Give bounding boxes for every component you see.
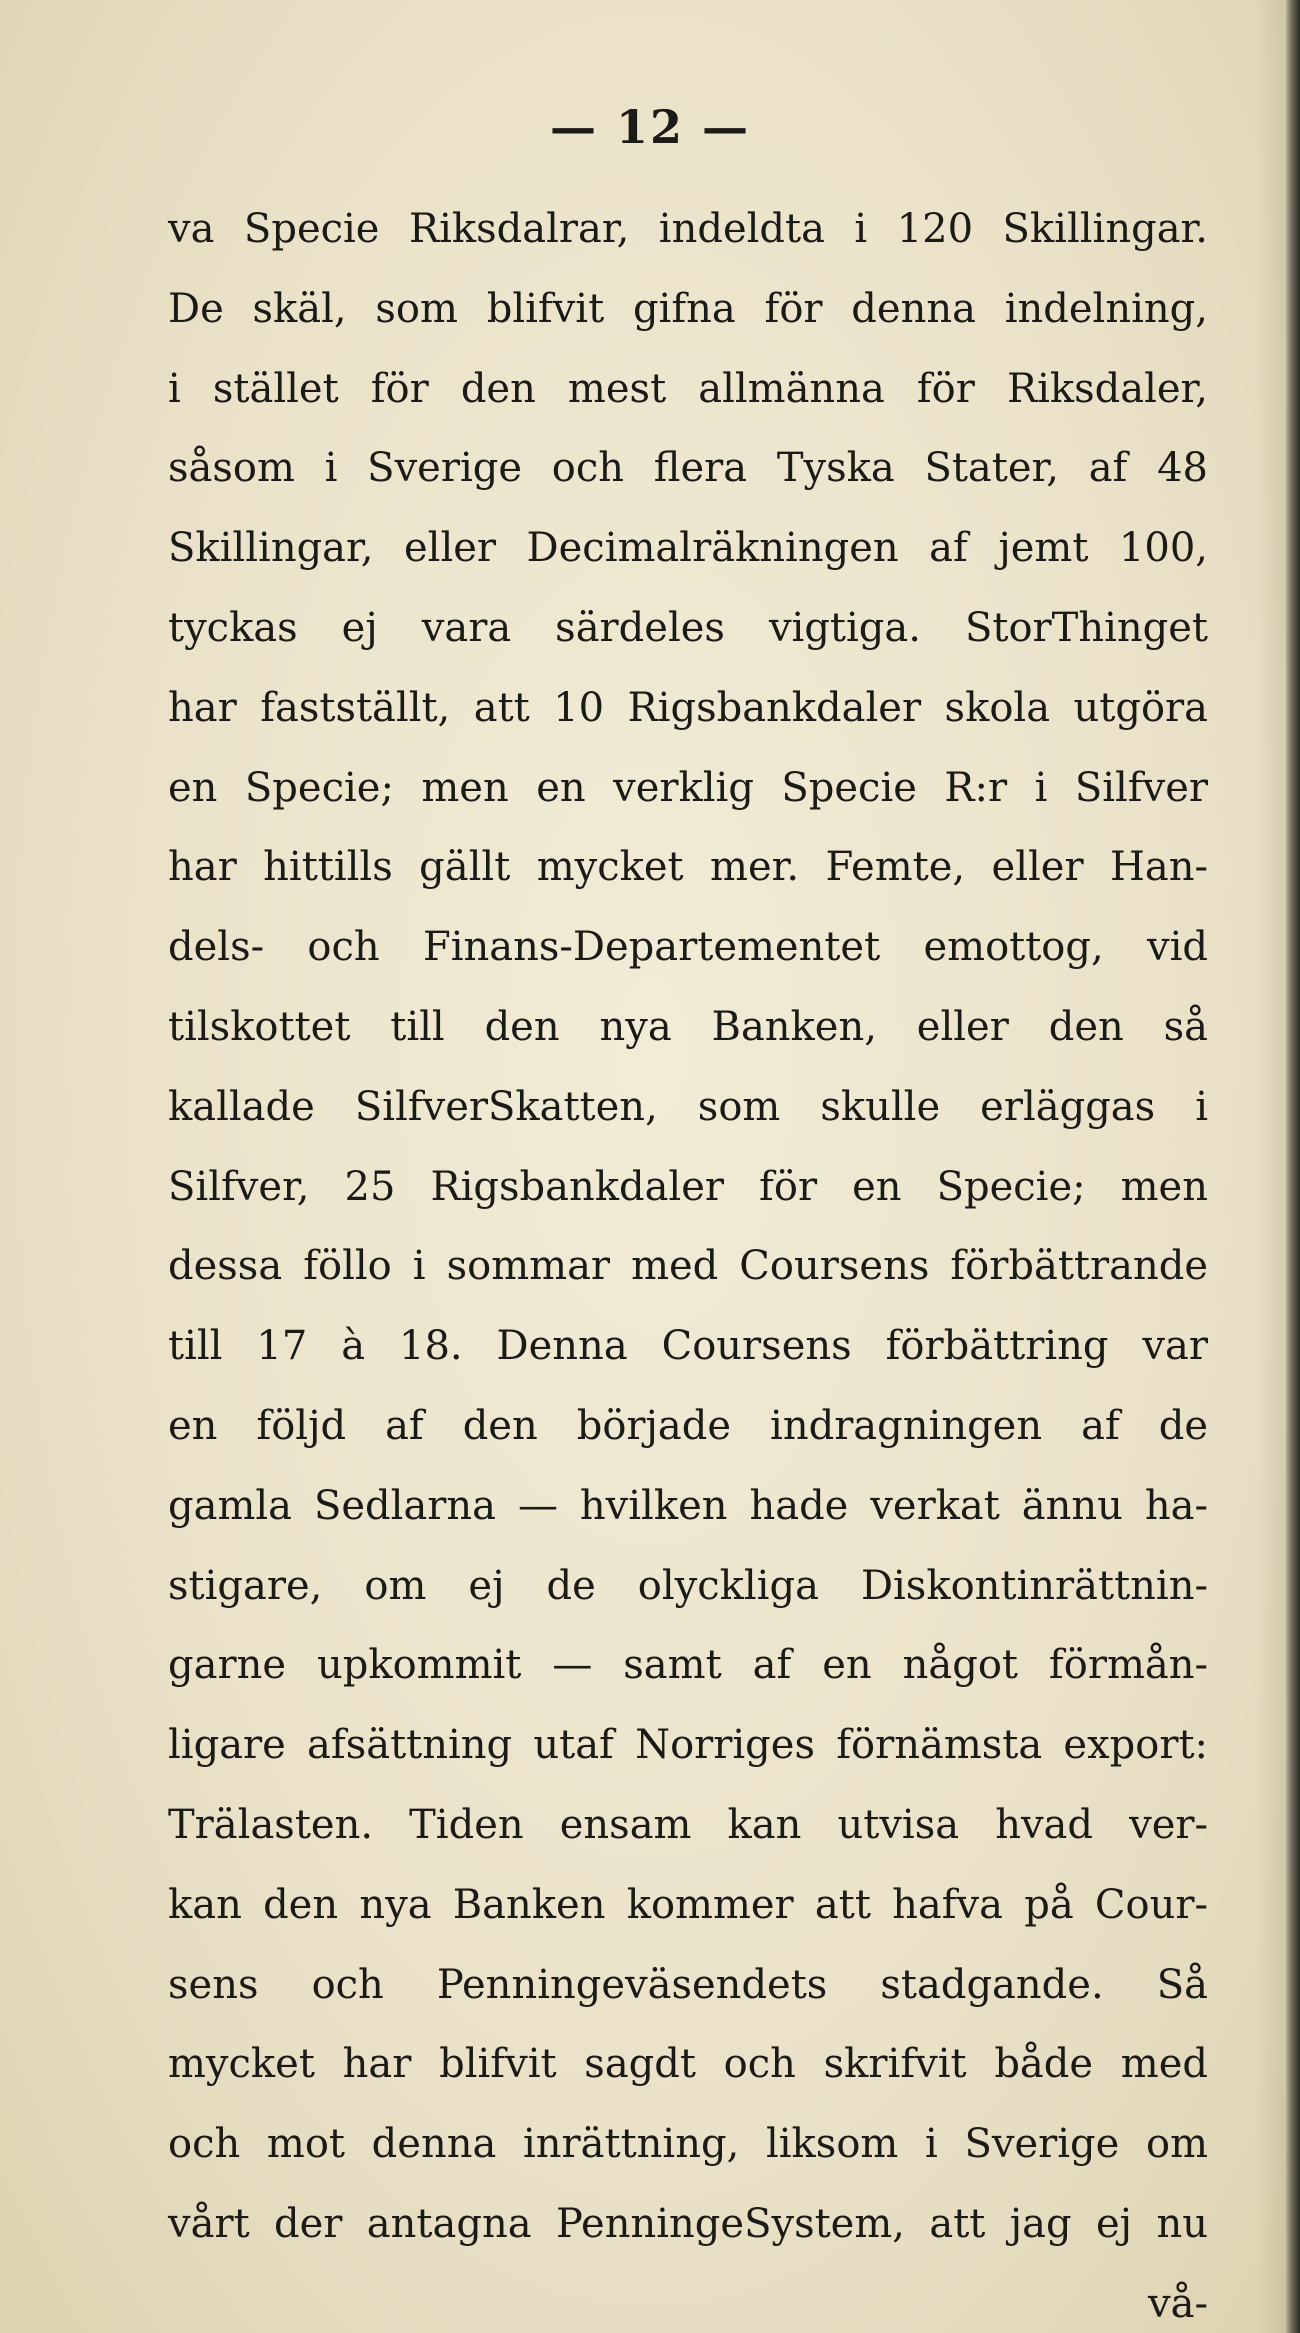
text-line: kan den nya Banken kommer att hafva på Cour- xyxy=(168,1881,1208,1928)
text-line: kallade SilfverSkatten, som skulle erläggas i xyxy=(168,1083,1208,1130)
binding-shadow xyxy=(1256,0,1286,2333)
text-line: en Specie; men en verklig Specie R:r i Silfver xyxy=(168,764,1208,811)
text-line: till 17 à 18. Denna Coursens förbättring var xyxy=(168,1323,1208,1370)
text-line: stigare, om ej de olyckliga Diskontinrättnin- xyxy=(168,1562,1208,1609)
text-line: De skäl, som blifvit gifna för denna indelning, xyxy=(168,285,1208,332)
text-line: vårt der antagna PenningeSystem, att jag ej nu xyxy=(168,2200,1208,2247)
text-line: va Specie Riksdalrar, indeldta i 120 Skillingar. xyxy=(168,206,1208,252)
body-text xyxy=(168,190,1208,2333)
text-line: Silfver, 25 Rigsbankdaler för en Specie; men xyxy=(168,1163,1208,1210)
text-line: såsom i Sverige och flera Tyska Stater, af 48 xyxy=(168,445,1208,492)
text-line: tyckas ej vara särdeles vigtiga. StorThinget xyxy=(168,604,1208,651)
text-line: dessa föllo i sommar med Coursens förbättrande xyxy=(168,1243,1208,1290)
text-line: tilskottet till den nya Banken, eller den så xyxy=(168,1003,1208,1050)
page-number-header: — 12 — xyxy=(549,100,751,154)
text-line: ligare afsättning utaf Norriges förnämsta export: xyxy=(168,1722,1208,1769)
text-line: Skillingar, eller Decimalräkningen af jemt 100, xyxy=(168,525,1208,572)
text-line: en följd af den började indragningen af de xyxy=(168,1402,1208,1449)
text-line: har fastställt, att 10 Rigsbankdaler skola utgöra xyxy=(168,684,1208,731)
text-line: mycket har blifvit sagdt och skrifvit både med xyxy=(168,2041,1208,2088)
text-line: i stället för den mest allmänna för Riksdaler, xyxy=(168,365,1208,412)
text-line: dels- och Finans-Departementet emottog, vid xyxy=(168,924,1208,971)
text-line: Trälasten. Tiden ensam kan utvisa hvad ver- xyxy=(168,1801,1208,1848)
text-line: och mot denna inrättning, liksom i Sverige om xyxy=(168,2121,1208,2168)
text-line: har hittills gällt mycket mer. Femte, eller Han- xyxy=(168,844,1208,891)
text-line: gamla Sedlarna — hvilken hade verkat ännu ha- xyxy=(168,1482,1208,1529)
text-line: sens och Penningeväsendets stadgande. Så xyxy=(168,1961,1208,2008)
text-line: garne upkommit — samt af en något förmån- xyxy=(168,1642,1208,1689)
catchword: vå- xyxy=(1148,2280,1208,2327)
book-binding-edge xyxy=(1286,0,1300,2333)
